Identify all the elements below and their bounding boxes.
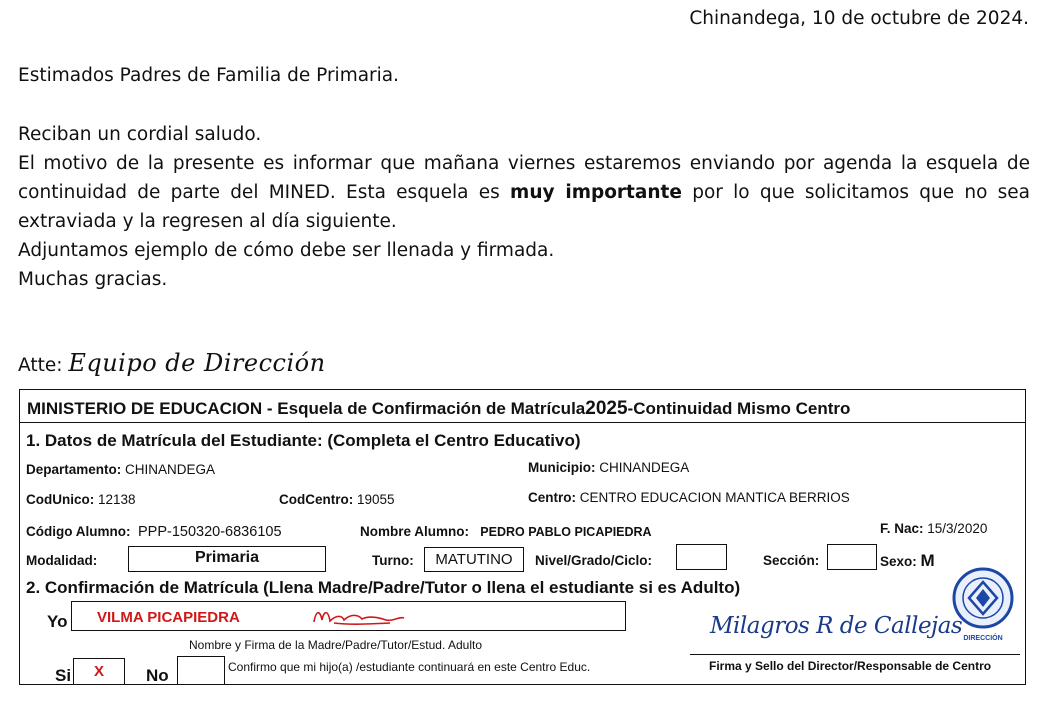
field-label: Municipio: <box>528 460 596 475</box>
field-value: PEDRO PABLO PICAPIEDRA <box>480 525 652 539</box>
form-year: 2025 <box>585 398 628 419</box>
form-title-suffix: -Continuidad Mismo Centro <box>627 399 851 418</box>
field-value: PPP-150320-6836105 <box>138 524 282 540</box>
centro-field <box>528 490 850 505</box>
parent-signature <box>310 606 408 628</box>
fnac-field <box>880 521 987 536</box>
yo-value: VILMA PICAPIEDRA <box>97 609 240 626</box>
turno-label: Turno: <box>372 553 414 568</box>
turno-value: MATUTINO <box>435 551 513 568</box>
letter-text: por lo que solicitamos que no sea extraviada y la regresen al día siguiente. <box>18 182 1030 232</box>
no-label: No <box>146 666 169 685</box>
seccion-label: Sección: <box>763 553 820 568</box>
letter-text: El motivo de la presente es informar que mañana viernes estaremos enviando por agenda la esquela de continuidad de parte del MINED. Esta esquela es <box>18 153 1030 203</box>
parent-signature-caption: Nombre y Firma de la Madre/Padre/Tutor/Estud. Adulto <box>189 638 483 652</box>
sexo-field <box>880 551 935 571</box>
section-1-title: 1. Datos de Matrícula del Estudiante: (Completa el Centro Educativo) <box>26 431 581 450</box>
letter-salute: Reciban un cordial saludo. <box>18 124 262 145</box>
form-title-text: MINISTERIO DE EDUCACION - Esquela de Confirmación de Matrícula <box>27 399 586 418</box>
field-label: F. Nac: <box>880 521 924 536</box>
field-value: CENTRO EDUCACION MANTICA BERRIOS <box>579 490 850 505</box>
letter-greeting: Estimados Padres de Familia de Primaria. <box>18 65 400 86</box>
letter-paragraph <box>18 149 1030 236</box>
letter-date: Chinandega, 10 de octubre de 2024. <box>689 8 1029 29</box>
confirm-statement: Confirmo que mi hijo(a) /estudiante continuará en este Centro Educ. <box>228 660 591 674</box>
form-title <box>20 390 1025 423</box>
letter-attach: Adjuntamos ejemplo de cómo debe ser llenada y firmada. <box>18 240 555 261</box>
seccion-box <box>827 544 877 570</box>
atte-label: Atte: <box>18 355 63 376</box>
si-value: X <box>93 663 104 680</box>
nivel-box <box>676 544 727 570</box>
codigo-alumno-field <box>26 524 282 540</box>
letter-thanks: Muchas gracias. <box>18 269 168 290</box>
letter-emphasis: muy importante <box>510 182 682 203</box>
field-label: Sexo: <box>880 554 917 569</box>
field-value: M <box>920 551 935 570</box>
school-seal-icon <box>952 566 1014 646</box>
director-signature-caption: Firma y Sello del Director/Responsable de Centro <box>709 659 992 673</box>
section-2-title: 2. Confirmación de Matrícula (Llena Madre/Padre/Tutor o llena el estudiante si es Adulto) <box>26 578 741 597</box>
field-value: 19055 <box>357 492 395 507</box>
field-label: CodUnico: <box>26 492 95 507</box>
seal-label: DIRECCIÓN <box>963 635 1003 642</box>
modalidad-value: Primaria <box>194 549 260 566</box>
field-label: Nombre Alumno: <box>360 524 469 539</box>
field-label: Departamento: <box>26 462 122 477</box>
team-signature: Equipo de Dirección <box>68 349 326 377</box>
modalidad-label: Modalidad: <box>26 553 98 568</box>
letter-closing <box>18 349 1030 380</box>
codcentro-field <box>279 492 395 507</box>
no-box <box>177 656 225 685</box>
nivel-label: Nivel/Grado/Ciclo: <box>535 553 653 568</box>
field-label: Centro: <box>528 490 576 505</box>
yo-label: Yo <box>47 612 68 631</box>
departamento-field <box>26 462 215 477</box>
confirmation-form <box>19 389 1026 685</box>
field-label: CodCentro: <box>279 492 354 507</box>
field-value: 12138 <box>98 492 136 507</box>
field-value: CHINANDEGA <box>599 460 690 475</box>
field-label: Código Alumno: <box>26 524 131 539</box>
signature-line <box>690 654 1020 655</box>
si-box <box>73 658 125 685</box>
field-value: CHINANDEGA <box>125 462 216 477</box>
field-value: 15/3/2020 <box>927 521 988 536</box>
municipio-field <box>528 460 689 475</box>
si-label: Si <box>55 666 72 685</box>
nombre-alumno-field <box>360 524 652 539</box>
codunico-field <box>26 492 136 507</box>
yo-box <box>71 601 626 631</box>
modalidad-box <box>128 546 326 572</box>
letter-body <box>18 120 1030 294</box>
director-signature: Milagros R de Callejas <box>710 613 963 639</box>
turno-box <box>424 547 524 572</box>
